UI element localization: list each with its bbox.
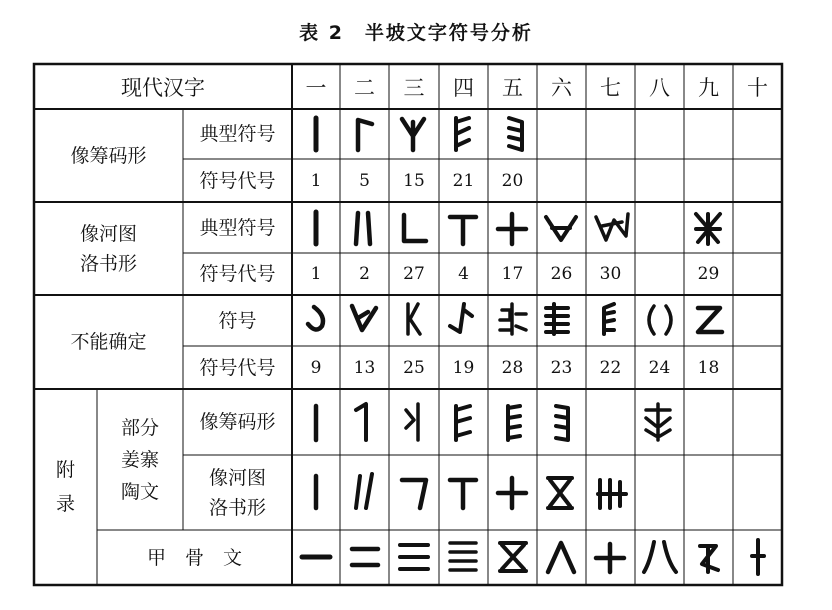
group1-row2-label: 符号代号: [199, 169, 276, 192]
numeral-3: 三: [403, 75, 425, 100]
glyph-oracle-6: [548, 543, 574, 572]
g1-code-4: 21: [452, 170, 475, 191]
g1-code-5: 20: [501, 170, 524, 191]
glyph-ap2-2: [356, 474, 372, 508]
group3-label: 不能确定: [70, 331, 147, 353]
glyph-ap2-4: [450, 480, 476, 508]
glyph-oracle-10: [752, 540, 764, 574]
group1-label: 像筹码形: [70, 144, 147, 167]
appendix-row1-label: 像筹码形: [199, 411, 276, 433]
glyph-ap1-8: [646, 404, 670, 440]
numeral-1: 一: [305, 75, 327, 100]
glyph-g1-4: [456, 118, 469, 150]
glyph-g3-7: [604, 304, 614, 334]
glyph-g2-7: [596, 214, 628, 240]
oracle-bone-label: 甲 骨 文: [146, 546, 242, 569]
g2-code-3: 27: [403, 264, 425, 284]
glyph-g3-6: [546, 304, 568, 334]
g3-code-5: 28: [501, 357, 524, 378]
g2-code-5: 17: [501, 264, 524, 284]
g3-code-6: 23: [550, 357, 573, 378]
glyph-ap2-5: [498, 478, 526, 508]
g3-code-2: 13: [353, 357, 376, 378]
g2-code-6: 26: [550, 264, 573, 284]
g2-code-9: 29: [697, 264, 720, 284]
numeral-8: 八: [649, 75, 670, 100]
g1-code-1: 1: [310, 170, 322, 191]
glyph-oracle-8: [644, 542, 676, 572]
group2-row1-label: 典型符号: [199, 216, 276, 239]
numeral-5: 五: [502, 75, 523, 100]
g3-code-4: 19: [452, 357, 475, 378]
group3-row2-label: 符号代号: [199, 356, 276, 379]
glyph-g2-4: [450, 217, 476, 244]
glyph-ap2-7: [598, 480, 626, 508]
g2-code-4: 4: [458, 264, 469, 284]
glyph-g1-3: [402, 119, 424, 150]
g3-code-8: 24: [648, 357, 671, 378]
glyph-g2-6: [546, 217, 576, 240]
appendix-row2-label: 像河图 洛书形: [208, 466, 266, 519]
glyph-g3-1: [308, 307, 323, 330]
glyph-ap1-6: [556, 406, 568, 440]
glyph-g3-9: [698, 308, 722, 332]
glyph-oracle-3: [400, 545, 428, 569]
numeral-4: 四: [453, 75, 474, 100]
glyph-ap1-3: [406, 404, 418, 440]
appendix-sub-label: 部分 姜寨 陶文: [120, 416, 159, 503]
g1-code-2: 5: [359, 170, 370, 191]
g3-code-1: 9: [310, 357, 322, 378]
group1-row1-label: 典型符号: [199, 123, 276, 145]
g3-code-7: 22: [599, 357, 622, 378]
glyph-oracle-4: [450, 543, 476, 570]
table-title: 表 2 半坡文字符号分析: [299, 22, 533, 44]
glyph-oracle-5: [500, 543, 526, 571]
group3-row1-label: 符号: [218, 309, 257, 332]
glyph-g2-2: [356, 213, 370, 244]
glyph-g2-5: [498, 214, 526, 244]
appendix-label: 附 录: [55, 459, 75, 515]
glyph-g3-8: [649, 306, 671, 334]
g2-code-7: 30: [599, 264, 622, 284]
g2-code-2: 2: [359, 264, 370, 284]
glyph-g2-3: [404, 215, 426, 241]
numeral-9: 九: [698, 75, 719, 100]
glyph-g3-3: [408, 304, 420, 334]
glyph-ap2-3: [402, 480, 426, 508]
glyph-g3-2: [352, 306, 376, 330]
glyph-oracle-7: [596, 544, 624, 572]
glyph-oracle-9: [700, 546, 718, 572]
glyph-g3-4: [450, 304, 472, 332]
group2-label: 像河图 洛书形: [79, 222, 137, 275]
header-label-modern-chars: 现代汉字: [121, 75, 205, 100]
glyph-ap1-5: [508, 406, 520, 440]
glyph-ap1-4: [456, 406, 470, 440]
numeral-2: 二: [354, 75, 375, 100]
glyph-g1-5: [509, 118, 522, 150]
numeral-6: 六: [551, 75, 572, 100]
glyph-g2-9: [696, 214, 720, 244]
numeral-10: 十: [747, 75, 768, 100]
glyph-g1-2: [358, 120, 372, 150]
g1-code-3: 15: [403, 170, 425, 191]
glyph-g3-5: [500, 304, 526, 334]
g3-code-9: 18: [697, 357, 720, 378]
g3-code-3: 25: [403, 357, 425, 378]
glyph-oracle-2: [352, 549, 378, 565]
group2-row2-label: 符号代号: [199, 263, 276, 285]
glyph-ap2-6: [548, 478, 572, 508]
g2-code-1: 1: [310, 264, 322, 284]
numeral-7: 七: [600, 75, 621, 100]
glyph-ap1-2: [356, 404, 366, 440]
